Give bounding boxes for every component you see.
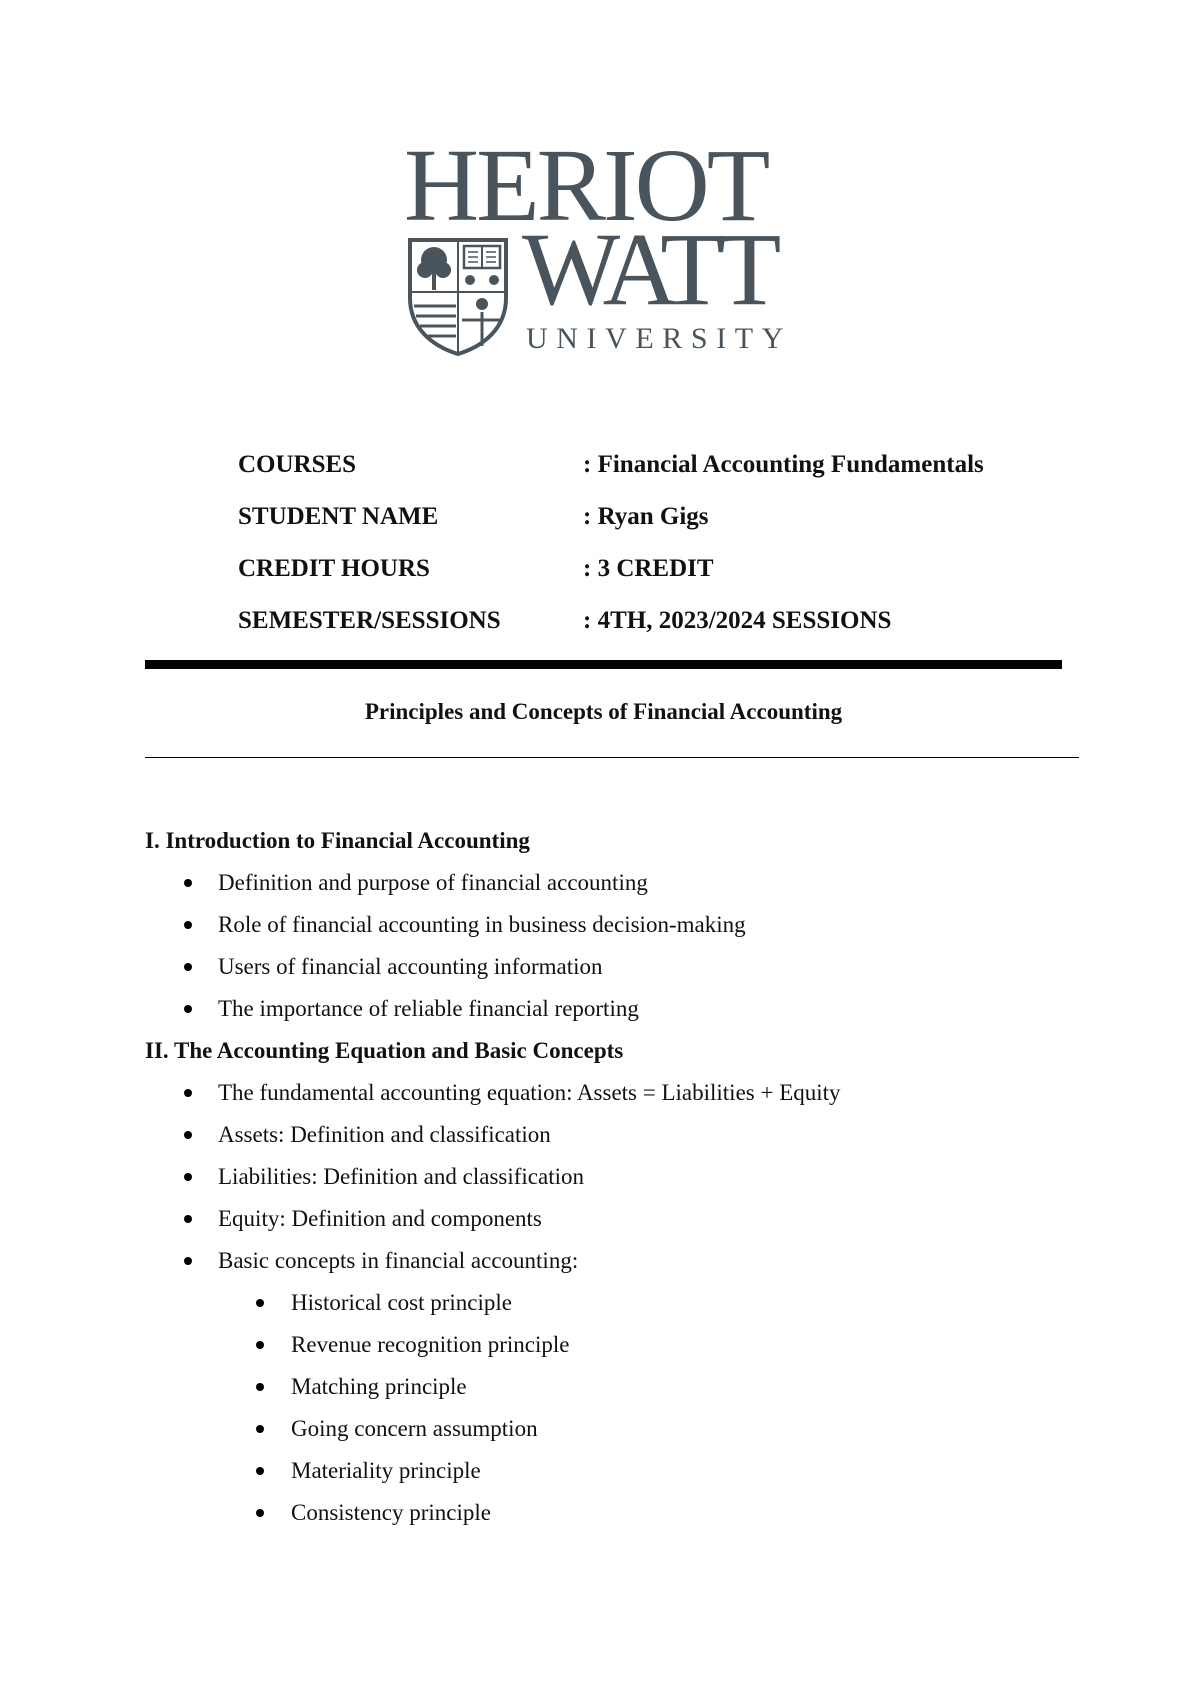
info-row-semester-sessions (238, 601, 1078, 653)
course-info-table (238, 445, 1078, 653)
bullet-icon (184, 1131, 192, 1139)
info-value: : Financial Accounting Fundamentals (583, 451, 984, 478)
list-item (145, 1114, 1095, 1156)
sub-list-item (145, 1492, 1095, 1534)
bullet-icon (256, 1425, 264, 1433)
bullet-icon (256, 1299, 264, 1307)
info-row-courses (238, 445, 1078, 497)
sub-list-item (145, 1282, 1095, 1324)
thin-divider (145, 757, 1079, 758)
bullet-icon (184, 1005, 192, 1013)
sub-list-item-text: Historical cost principle (291, 1290, 512, 1315)
sub-list-item-text: Going concern assumption (291, 1416, 538, 1441)
list-item-text: The importance of reliable financial reporting (218, 996, 639, 1021)
info-label: SEMESTER/SESSIONS (238, 607, 501, 634)
bullet-icon (184, 1173, 192, 1181)
sub-list-item-text: Revenue recognition principle (291, 1332, 570, 1357)
info-label: COURSES (238, 451, 357, 478)
bullet-icon (256, 1383, 264, 1391)
bullet-icon (256, 1509, 264, 1517)
list-item (145, 946, 1095, 988)
list-item (145, 1072, 1095, 1114)
bullet-icon (184, 1215, 192, 1223)
list-item-text: Role of financial accounting in business decision-making (218, 912, 746, 937)
sub-list-item (145, 1366, 1095, 1408)
course-outline (145, 820, 1095, 1534)
list-item (145, 1198, 1095, 1240)
info-label: STUDENT NAME (238, 503, 439, 530)
sub-list-item (145, 1324, 1095, 1366)
bullet-icon (184, 1089, 192, 1097)
info-value: : Ryan Gigs (583, 503, 709, 530)
info-row-credit-hours (238, 549, 1078, 601)
bullet-icon (184, 1257, 192, 1265)
info-value: : 4TH, 2023/2024 SESSIONS (583, 607, 892, 634)
sub-list-item-text: Materiality principle (291, 1458, 481, 1483)
bullet-icon (184, 879, 192, 887)
list-item (145, 1240, 1095, 1282)
list-item-text: The fundamental accounting equation: Assets = Liabilities + Equity (218, 1080, 841, 1105)
list-item-text: Liabilities: Definition and classification (218, 1164, 584, 1189)
list-item-text: Assets: Definition and classification (218, 1122, 551, 1147)
list-item-text: Equity: Definition and components (218, 1206, 542, 1231)
section-heading: II. The Accounting Equation and Basic Concepts (145, 1038, 624, 1063)
bullet-icon (256, 1467, 264, 1475)
sub-list-item (145, 1408, 1095, 1450)
logo-word-watt: WATT (522, 212, 776, 327)
sub-list-item-text: Consistency principle (291, 1500, 491, 1525)
list-item (145, 904, 1095, 946)
list-item-text: Basic concepts in financial accounting: (218, 1248, 579, 1273)
bullet-icon (256, 1341, 264, 1349)
sub-list-item-text: Matching principle (291, 1374, 467, 1399)
section-bullet-list (145, 1072, 1095, 1282)
logo-word-heriot: HERIOT (404, 128, 768, 243)
thick-divider (145, 660, 1062, 669)
sub-list-item (145, 1450, 1095, 1492)
info-row-student-name (238, 497, 1078, 549)
bullet-icon (184, 963, 192, 971)
section-heading: I. Introduction to Financial Accounting (145, 828, 530, 853)
list-item (145, 988, 1095, 1030)
list-item-text: Users of financial accounting information (218, 954, 603, 979)
bullet-icon (184, 921, 192, 929)
document-title: Principles and Concepts of Financial Accounting (364, 699, 843, 724)
list-item (145, 1156, 1095, 1198)
info-label: CREDIT HOURS (238, 555, 430, 582)
info-value: : 3 CREDIT (583, 555, 714, 582)
university-logo (404, 128, 804, 358)
list-item-text: Definition and purpose of financial accounting (218, 870, 648, 895)
logo-word-university: UNIVERSITY (526, 322, 792, 355)
section-bullet-list (145, 862, 1095, 1030)
list-item (145, 862, 1095, 904)
university-crest-icon (406, 236, 510, 356)
sub-bullet-list (145, 1282, 1095, 1534)
